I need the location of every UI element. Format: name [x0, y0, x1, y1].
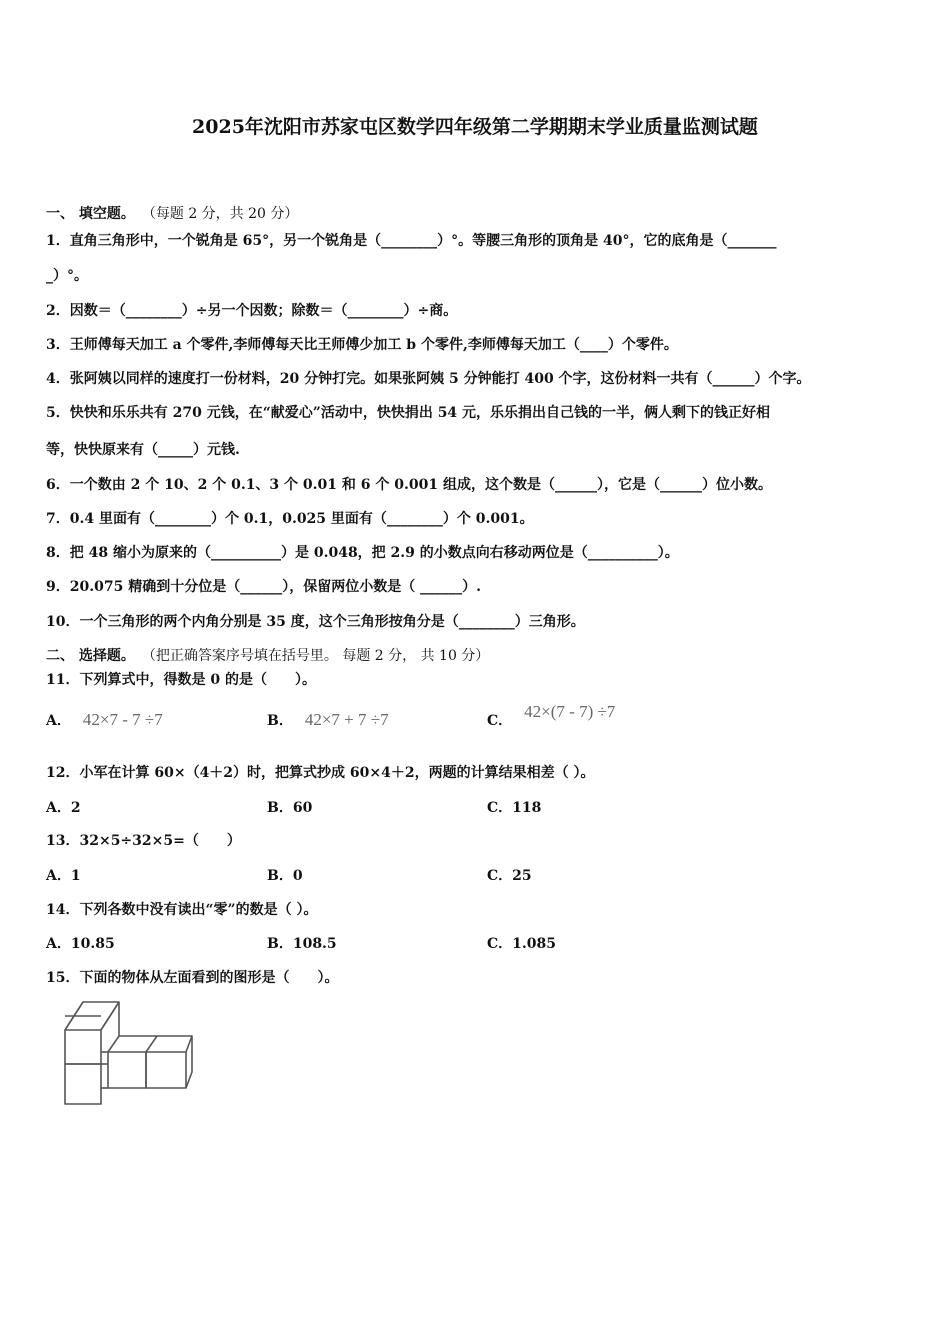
question-13-option-a: A．1 [46, 868, 81, 884]
question-8: 8．把 48 缩小为原来的（__________）是 0.048，把 2.9 的小数点向右移动两位是（__________）。 [46, 545, 679, 561]
question-5-line-1: 5．快快和乐乐共有 270 元钱，在“献爱心”活动中，快快捐出 54 元，乐乐捐出自己钱的一半，俩人剩下的钱正好相 [46, 405, 771, 421]
question-13-stem: 13．32×5÷32×5=（ ） [46, 833, 241, 849]
question-5-line-2: 等，快快原来有（_____）元钱. [46, 442, 240, 458]
question-2: 2．因数＝（________）÷另一个因数；除数＝（________）÷商。 [46, 303, 458, 319]
cube-right-2-front [146, 1052, 186, 1088]
expression-b: 42×7 + 7 ÷7 [304, 710, 389, 729]
question-14-option-b: B．108.5 [267, 936, 337, 952]
question-10: 10．一个三角形的两个内角分别是 35 度，这个三角形按角分是（________）三角形。 [46, 614, 585, 630]
question-13-option-b: B．0 [267, 868, 303, 884]
question-14-option-a: A．10.85 [46, 936, 115, 952]
cube-right-1-front [108, 1052, 146, 1088]
question-9: 9．20.075 精确到十分位是（______），保留两位小数是（ ______）. [46, 579, 481, 595]
question-13-option-c: C．25 [487, 868, 532, 884]
cube-left-top-front [65, 1030, 101, 1064]
cube-left-bottom-front [65, 1064, 101, 1104]
question-12-option-a: A．2 [46, 800, 81, 816]
question-12-stem: 12．小军在计算 60×（4＋2）时，把算式抄成 60×4＋2，两题的计算结果相差（ ）。 [46, 765, 595, 781]
question-11-option-a: A． 42×7 - 7 ÷7 [46, 710, 163, 729]
question-14-stem: 14．下列各数中没有读出“零”的数是（ ）。 [46, 902, 318, 918]
question-1-line-1: 1．直角三角形中，一个锐角是 65°，另一个锐角是（________）°。等腰三角形的顶角是 40°，它的底角是（_______ [46, 233, 777, 249]
question-14-option-c: C．1.085 [487, 936, 556, 952]
question-6: 6．一个数由 2 个 10、2 个 0.1、3 个 0.01 和 6 个 0.001 组成，这个数是（______），它是（______）位小数。 [46, 477, 772, 493]
question-7: 7．0.4 里面有（________）个 0.1，0.025 里面有（________）个 0.001。 [46, 511, 534, 527]
question-12-option-c: C．118 [487, 800, 542, 816]
question-15-stem: 15．下面的物体从左面看到的图形是（ ）。 [46, 970, 339, 986]
question-4: 4．张阿姨以同样的速度打一份材料，20 分钟打完。如果张阿姨 5 分钟能打 400 个字，这份材料一共有（______）个字。 [46, 371, 811, 387]
question-3: 3．王师傅每天加工 a 个零件,李师傅每天比王师傅少加工 b 个零件,李师傅每天加工（____）个零件。 [46, 337, 678, 353]
question-11-option-c: C． 42×(7 - 7) ÷7 [487, 702, 616, 729]
question-12-option-b: B．60 [267, 800, 313, 816]
section-1-heading: 一、 填空题。 （每题 2 分，共 20 分） [46, 206, 299, 222]
question-1-line-2: _）°。 [46, 268, 88, 284]
page-title: 2025年沈阳市苏家屯区数学四年级第二学期期末学业质量监测试题 [192, 116, 758, 138]
expression-c: 42×(7 - 7) ÷7 [524, 702, 616, 721]
section-2-heading: 二、 选择题。 （把正确答案序号填在括号里。 每题 2 分， 共 10 分） [46, 648, 490, 664]
expression-a: 42×7 - 7 ÷7 [82, 710, 163, 729]
cube-stack-figure [60, 998, 200, 1110]
question-11-stem: 11．下列算式中，得数是 0 的是（ ）。 [46, 672, 316, 688]
question-11-option-b: B． 42×7 + 7 ÷7 [267, 710, 389, 729]
cube-row-top-back [119, 1036, 192, 1088]
